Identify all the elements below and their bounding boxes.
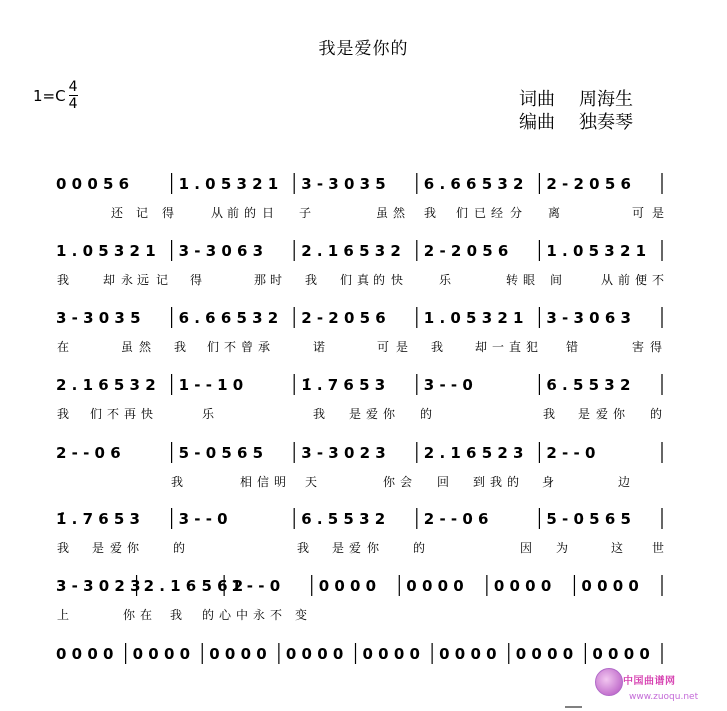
lyric-char: 到 <box>473 475 486 489</box>
lyric-char: 是 <box>92 541 105 555</box>
lyric-char: 你 <box>383 475 396 489</box>
measure-notes: 2 - 2 0 5 6 <box>546 175 631 193</box>
lyric-char: 得 <box>190 273 203 287</box>
measure-notes: 2 . 1 6 5 6 2 <box>143 577 244 595</box>
lyric-char: 相 <box>240 475 253 489</box>
lyric-char: 我 <box>305 273 318 287</box>
lyric-char: 从 <box>601 273 614 287</box>
score-row <box>56 643 662 664</box>
measure-notes: 3 - 3 0 6 3 <box>546 309 631 327</box>
lyric-char: 快 <box>391 273 404 287</box>
lyric-char: 子 <box>299 206 312 220</box>
lyric-char: 我 <box>313 407 326 421</box>
lyric-char: 是 <box>349 407 362 421</box>
measure-notes: 0 0 0 0 <box>493 577 552 595</box>
lyric-char: 再 <box>124 407 137 421</box>
score-row <box>56 307 662 354</box>
lyric-char: 的 <box>173 541 186 555</box>
lyric-char: 我 <box>170 608 183 622</box>
lyric-char: 们 <box>207 340 220 354</box>
lyric-char: 已 <box>474 206 487 220</box>
lyric-char: 还 <box>111 206 124 220</box>
measure-notes: 0 0 0 0 <box>592 645 650 663</box>
lyric-char: 为 <box>556 541 569 555</box>
lyric-char: 爱 <box>596 407 609 421</box>
time-numerator: 4 <box>68 79 78 95</box>
lyric-char: 的 <box>202 608 215 622</box>
lyric-char: 承 <box>258 340 271 354</box>
lyric-char: 你 <box>127 541 140 555</box>
measure-notes: 2 - 2 0 5 6 <box>301 309 386 327</box>
lyric-char: 心 <box>219 608 232 622</box>
measure-notes: 2 - - 0 6 <box>423 510 489 528</box>
measure-notes: 1 . 0 5 3 2 1 <box>423 309 524 327</box>
lyric-char: 经 <box>491 206 504 220</box>
lyric-char: 天 <box>305 475 318 489</box>
lyric-char: 那 <box>254 273 267 287</box>
lyric-char: 爱 <box>110 541 123 555</box>
watermark-logo <box>595 668 720 708</box>
lyric-char: 眼 <box>523 273 536 287</box>
lyric-char: 虽 <box>121 340 134 354</box>
lyric-char: 真 <box>357 273 370 287</box>
lyric-char: 你 <box>383 407 396 421</box>
measure-notes: 3 - - 0 <box>178 510 228 528</box>
measure-notes: 5 - 0 5 6 5 <box>546 510 631 528</box>
measure-notes: 2 . 1 6 5 2 3 <box>423 444 524 462</box>
measure-notes: 1 - - 1 0 <box>178 376 244 394</box>
score-row <box>56 442 662 489</box>
lyric-char: 快 <box>141 407 154 421</box>
lyric-char: 记 <box>136 206 149 220</box>
credit-label: 词曲 <box>519 89 555 110</box>
measure-notes: 3 - 3 0 3 5 <box>301 175 386 193</box>
measure-notes: 0 0 0 0 <box>515 645 574 663</box>
measure-notes: 3 - 3 0 2 3 <box>56 577 141 595</box>
lyric-char: 害 <box>632 340 645 354</box>
lyric-char: 得 <box>162 206 175 220</box>
measure-notes: 1 . 0 5 3 2 1 <box>546 242 647 260</box>
lyric-char: 我 <box>57 273 70 287</box>
lyric-char: 我 <box>431 340 444 354</box>
measure-notes: 6 . 5 5 3 2 <box>546 376 631 394</box>
lyric-char: 日 <box>262 206 275 220</box>
lyric-char: 你 <box>613 407 626 421</box>
lyric-char: 一 <box>492 340 505 354</box>
measure-notes: 0 0 0 0 <box>406 577 464 595</box>
measure-notes: 3 - 3 0 3 5 <box>56 309 141 327</box>
lyric-char: 们 <box>90 407 103 421</box>
measure-notes: 1 - - 0 <box>231 577 281 595</box>
lyric-char: 的 <box>507 475 520 489</box>
lyric-char: 我 <box>57 541 70 555</box>
lyric-char: 永 <box>121 273 134 287</box>
measure-notes: 3 - 3 0 6 3 <box>178 242 264 260</box>
lyric-char: 犯 <box>526 340 539 354</box>
lyric-char: 我 <box>171 475 184 489</box>
measure-notes: 1 . 0 5 3 2 1 <box>56 242 156 260</box>
measure-notes: 0 0 0 0 <box>362 645 420 663</box>
lyric-char: 可 <box>377 340 390 354</box>
lyric-char: 的 <box>373 273 386 287</box>
measure-notes: 0 0 0 0 <box>56 645 114 663</box>
lyric-char: 不 <box>224 340 237 354</box>
lyric-char: 间 <box>550 273 563 287</box>
lyric-char: 直 <box>509 340 522 354</box>
credit-value: 独奏琴 <box>579 112 633 133</box>
measure-notes: 2 . 1 6 5 3 2 <box>301 242 401 260</box>
lyric-char: 我 <box>424 206 437 220</box>
lyric-char: 爱 <box>366 407 379 421</box>
lyric-char: 因 <box>520 541 533 555</box>
lyric-char: 回 <box>437 475 450 489</box>
score-row <box>56 575 662 622</box>
lyric-char: 世 <box>652 541 665 555</box>
score-row <box>56 240 664 287</box>
time-denominator: 4 <box>68 96 78 112</box>
measure-notes: 2 . 1 6 5 3 2 <box>56 376 156 394</box>
lyric-char: 变 <box>295 608 308 622</box>
lyric-char: 身 <box>542 475 555 489</box>
measure-notes: 6 . 5 5 3 2 <box>301 510 386 528</box>
lyric-char: 曾 <box>241 340 254 354</box>
lyric-char: 乐 <box>439 273 452 287</box>
lyric-char: 我 <box>490 475 503 489</box>
song-title: 我是爱你的 <box>318 39 409 59</box>
lyric-char: 得 <box>650 340 663 354</box>
measure-notes: 1̇ . 7 6 5 3 <box>56 510 140 528</box>
credit-value: 周海生 <box>579 89 633 110</box>
lyric-char: 边 <box>618 475 631 489</box>
lyric-char: 这 <box>611 541 624 555</box>
lyric-char: 在 <box>140 608 153 622</box>
lyric-char: 我 <box>57 407 70 421</box>
lyric-char: 我 <box>174 340 187 354</box>
measure-notes: 3 - 3 0 2 3 <box>301 444 386 462</box>
lyric-char: 远 <box>137 273 150 287</box>
lyric-char: 上 <box>57 608 70 622</box>
lyric-char: 错 <box>566 340 579 354</box>
measure-notes: 2 - 2 0 5 6 <box>423 242 509 260</box>
lyric-char: 从 <box>211 206 224 220</box>
measure-notes: 6 . 6 6 5 3 2 <box>178 309 279 327</box>
measure-notes: 1 . 0 5 3 2 1 <box>178 175 279 193</box>
lyric-char: 转 <box>506 273 519 287</box>
lyric-char: 前 <box>227 206 240 220</box>
measure-notes: 0 0 0 0 <box>132 645 191 663</box>
score-row <box>56 374 662 421</box>
lyric-char: 我 <box>543 407 556 421</box>
measure-notes: 0 0 0 5 6 <box>56 175 130 193</box>
lyric-char: 是 <box>578 407 591 421</box>
lyric-char: 分 <box>510 206 523 220</box>
lyric-char: 却 <box>103 273 116 287</box>
lyric-char: 我 <box>297 541 310 555</box>
lyric-char: 不 <box>270 608 283 622</box>
measure-notes: 1̇ . 7 6 5 3 <box>301 376 386 394</box>
measure-notes: 0 0 0 0 <box>439 645 497 663</box>
lyric-char: 然 <box>139 340 152 354</box>
lyric-char: 永 <box>253 608 266 622</box>
lyric-char: 在 <box>57 340 70 354</box>
lyric-char: 的 <box>650 407 663 421</box>
lyric-char: 时 <box>270 273 283 287</box>
lyric-char: 的 <box>244 206 257 220</box>
watermark-url: www.zuoqu.net <box>629 692 699 702</box>
music-note-icon <box>595 668 623 696</box>
measure-notes: 0 0 0 0 <box>209 645 267 663</box>
lyric-char: 爱 <box>349 541 362 555</box>
lyric-char: 你 <box>123 608 136 622</box>
lyric-char: 不 <box>652 273 665 287</box>
key-label: 1=C <box>33 86 66 105</box>
lyric-char: 乐 <box>202 407 215 421</box>
lyric-char: 诺 <box>313 340 326 354</box>
score-row <box>56 508 664 555</box>
lyric-char: 们 <box>456 206 469 220</box>
lyric-char: 是 <box>396 340 409 354</box>
lyric-char: 的 <box>420 407 433 421</box>
measure-notes: 0 0 0 0 <box>285 645 344 663</box>
lyric-char: 离 <box>548 206 561 220</box>
lyric-char: 中 <box>236 608 249 622</box>
lyric-char: 便 <box>635 273 648 287</box>
lyric-char: 却 <box>475 340 488 354</box>
lyric-char: 的 <box>413 541 426 555</box>
lyric-char: 可 <box>632 206 645 220</box>
lyric-char: 们 <box>340 273 353 287</box>
lyric-char: 是 <box>332 541 345 555</box>
watermark-name: 中国曲谱网 <box>623 676 676 687</box>
lyric-char: 你 <box>367 541 380 555</box>
score-row <box>56 173 664 220</box>
lyric-char: 虽 <box>376 206 389 220</box>
measure-notes: 6 . 6 6 5 3 2 <box>423 175 524 193</box>
credit-label: 编曲 <box>519 112 555 133</box>
lyric-char: 不 <box>107 407 120 421</box>
measure-notes: 0 0 0 0 <box>581 577 639 595</box>
measure-notes: 3 - - 0 <box>423 376 473 394</box>
measure-notes: 2 - - 0 <box>546 444 596 462</box>
lyric-char: 信 <box>257 475 270 489</box>
lyric-char: 会 <box>400 475 413 489</box>
measure-notes: 0 0 0 0 <box>318 577 377 595</box>
lyric-char: 是 <box>652 206 665 220</box>
lyric-char: 前 <box>618 273 631 287</box>
measure-notes: 5 - 0 5 6 5 <box>178 444 264 462</box>
lyric-char: 然 <box>393 206 406 220</box>
measure-notes: 2 - - 0 6 <box>56 444 121 462</box>
lyric-char: 记 <box>156 273 169 287</box>
lyric-char: 明 <box>274 475 287 489</box>
